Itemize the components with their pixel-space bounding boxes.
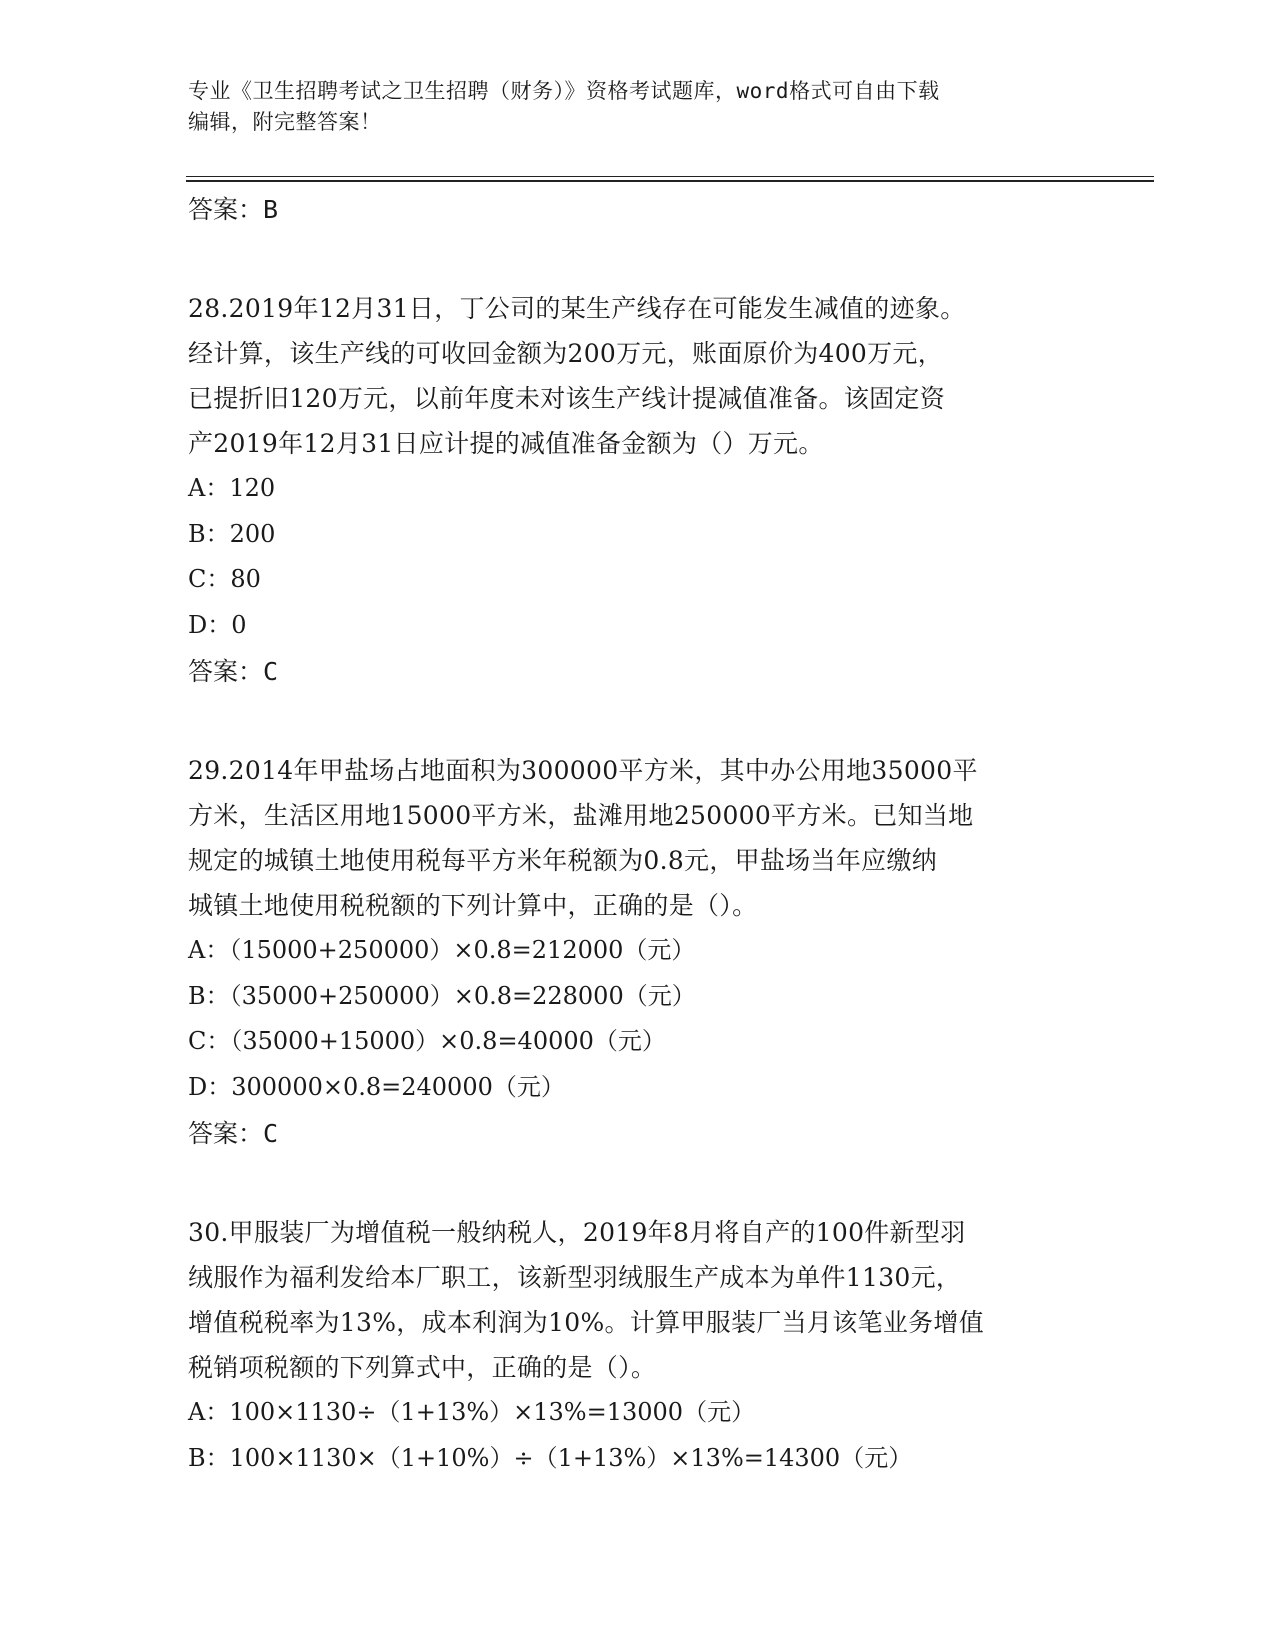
option-b: B：100×1130×（1+10%）÷（1+13%）×13%=14300（元） <box>188 1443 913 1472</box>
question-stem-line: 增值税税率为13%，成本利润为10%。计算甲服装厂当月该笔业务增值 <box>188 1308 985 1337</box>
question-28 <box>188 286 1088 696</box>
answer-line: 答案：C <box>188 657 279 686</box>
question-stem-line: 方米，生活区用地15000平方米，盐滩用地250000平方米。已知当地 <box>188 801 974 830</box>
header-divider-thin <box>186 176 1154 177</box>
header-divider-thick <box>186 180 1154 182</box>
header-line: 编辑，附完整答案！ <box>188 110 382 134</box>
header-line: 专业《卫生招聘考试之卫生招聘（财务）》资格考试题库，word格式可自由下载 <box>188 79 940 103</box>
answer-line: 答案：C <box>188 1119 279 1148</box>
option-a: A：120 <box>188 474 276 502</box>
question-stem-line: 绒服作为福利发给本厂职工，该新型羽绒服生产成本为单件1130元， <box>188 1263 962 1292</box>
question-30 <box>188 1210 1088 1481</box>
question-stem-line: 已提折旧120万元，以前年度未对该生产线计提减值准备。该固定资 <box>188 384 946 413</box>
document-body <box>188 186 1088 1481</box>
question-stem-line: 税销项税额的下列算式中，正确的是（）。 <box>188 1353 657 1382</box>
option-d: D：0 <box>188 610 247 639</box>
option-d: D：300000×0.8=240000（元） <box>188 1072 565 1101</box>
question-stem-line: 城镇土地使用税税额的下列计算中，正确的是（）。 <box>188 891 758 920</box>
option-a: A：（15000+250000）×0.8=212000（元） <box>188 936 696 964</box>
question-29 <box>188 748 1088 1158</box>
option-c: C：80 <box>188 565 261 593</box>
question-stem-line: 29.2014年甲盐场占地面积为300000平方米，其中办公用地35000平 <box>188 756 978 785</box>
document-header <box>188 76 1088 138</box>
question-stem-line: 30.甲服装厂为增值税一般纳税人，2019年8月将自产的100件新型羽 <box>188 1218 966 1247</box>
question-stem-line: 经计算，该生产线的可收回金额为200万元，账面原价为400万元， <box>188 339 944 368</box>
option-b: B：200 <box>188 519 276 548</box>
answer-line: 答案：B <box>188 195 279 224</box>
question-stem-line: 产2019年12月31日应计提的减值准备金额为（）万元。 <box>188 429 824 458</box>
option-b: B：（35000+250000）×0.8=228000（元） <box>188 981 696 1010</box>
question-stem-line: 规定的城镇土地使用税每平方米年税额为0.8元，甲盐场当年应缴纳 <box>188 846 938 875</box>
option-c: C：（35000+15000）×0.8=40000（元） <box>188 1027 666 1055</box>
question-stem-line: 28.2019年12月31日，丁公司的某生产线存在可能发生减值的迹象。 <box>188 294 966 323</box>
option-a: A：100×1130÷（1+13%）×13%=13000（元） <box>188 1398 756 1426</box>
